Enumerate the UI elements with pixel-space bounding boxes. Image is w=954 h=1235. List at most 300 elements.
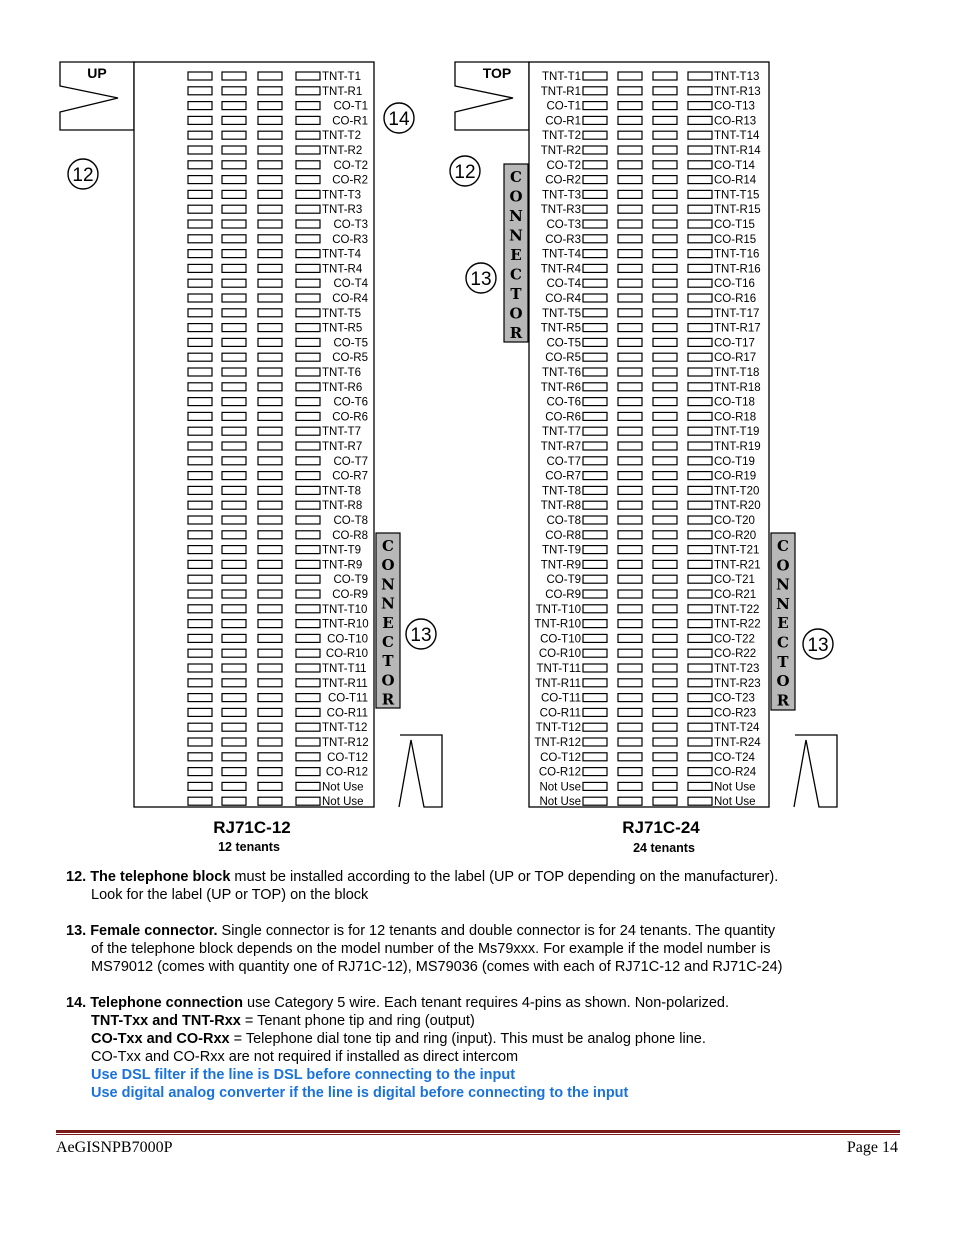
- digital-warning: Use digital analog converter if the line is digital before connecting to the input: [91, 1085, 629, 1101]
- pin-slot: [188, 531, 212, 539]
- pin-slot: [583, 516, 607, 524]
- pin-slot: [618, 531, 642, 539]
- pin-slot: [688, 205, 712, 213]
- pin-slot: [618, 694, 642, 702]
- pin-slot: [222, 412, 246, 420]
- pin-label: CO-T16: [714, 278, 755, 291]
- note-12: [66, 868, 886, 904]
- pin-label: CO-R4: [545, 293, 581, 305]
- pin-slot: [258, 620, 282, 628]
- pin-label: TNT-T20: [714, 485, 760, 498]
- pin-slot: [653, 753, 677, 761]
- pin-slot: [653, 472, 677, 480]
- pin-slot: [618, 72, 642, 80]
- pin-label: CO-T14: [714, 159, 755, 172]
- pin-slot: [688, 472, 712, 480]
- pin-slot: [618, 131, 642, 139]
- pin-slot: [222, 649, 246, 657]
- pin-label: CO-R10: [538, 648, 581, 661]
- pin-slot: [296, 279, 320, 287]
- connector-letter: T: [777, 652, 789, 671]
- pin-label: TNT-R19: [714, 441, 761, 453]
- pin-slot: [258, 753, 282, 761]
- notes: [66, 868, 886, 1120]
- pin-slot: [583, 649, 607, 657]
- pin-slot: [618, 768, 642, 776]
- pin-slot: [296, 738, 320, 746]
- pin-slot: [618, 797, 642, 805]
- pin-slot: [258, 649, 282, 657]
- svg-text:12: 12: [454, 162, 476, 183]
- pin-slot: [188, 575, 212, 583]
- pin-label: CO-R1: [332, 115, 368, 128]
- pin-label: TNT-T8: [322, 485, 361, 498]
- pin-slot: [188, 72, 212, 80]
- pin-label: Not Use: [322, 796, 364, 809]
- pin-slot: [618, 472, 642, 480]
- pin-slot: [688, 531, 712, 539]
- pin-slot: [583, 412, 607, 420]
- pin-slot: [618, 501, 642, 509]
- pin-label: TNT-T19: [714, 426, 760, 439]
- pin-slot: [618, 486, 642, 494]
- pin-slot: [258, 383, 282, 391]
- pin-label: CO-R17: [714, 352, 757, 365]
- pin-slot: [188, 279, 212, 287]
- pin-slot: [188, 620, 212, 628]
- pin-slot: [188, 753, 212, 761]
- pin-slot: [222, 546, 246, 554]
- pin-slot: [188, 427, 212, 435]
- pin-slot: [188, 605, 212, 613]
- pin-slot: [188, 176, 212, 184]
- connector-letter: E: [382, 613, 394, 632]
- pin-slot: [258, 738, 282, 746]
- pin-slot: [188, 708, 212, 716]
- pin-label: TNT-R5: [540, 322, 581, 335]
- pin-label: CO-R23: [714, 707, 757, 720]
- pin-slot: [188, 679, 212, 687]
- svg-text:14: 14: [388, 109, 410, 130]
- pin-slot: [296, 753, 320, 761]
- note-text: MS79012 (comes with quantity one of RJ71C-12), MS79036 (comes with each of RJ71C-12 and RJ71C-24): [91, 959, 783, 975]
- pin-slot: [188, 146, 212, 154]
- term: TNT-Txx and TNT-Rxx: [91, 1013, 241, 1029]
- pin-slot: [583, 116, 607, 124]
- pin-slot: [296, 723, 320, 731]
- pin-slot: [688, 368, 712, 376]
- pin-slot: [653, 235, 677, 243]
- pin-slot: [653, 486, 677, 494]
- pin-slot: [222, 190, 246, 198]
- pin-slot: [583, 797, 607, 805]
- pin-slot: [583, 220, 607, 228]
- connector-letter: C: [777, 633, 789, 652]
- pin-label: TNT-R11: [535, 677, 581, 690]
- pin-slot: [653, 708, 677, 716]
- pin-label: TNT-R22: [714, 618, 761, 631]
- pin-label: CO-T8: [546, 515, 581, 527]
- pin-slot: [583, 531, 607, 539]
- pin-slot: [688, 605, 712, 613]
- pin-slot: [222, 679, 246, 687]
- pin-slot: [258, 205, 282, 213]
- pin-slot: [258, 324, 282, 332]
- note-text: CO-Txx and CO-Rxx are not required if installed as direct intercom: [91, 1049, 519, 1065]
- pin-label: TNT-T5: [322, 307, 361, 320]
- pin-label: CO-R8: [332, 529, 368, 542]
- pin-label: TNT-R16: [714, 263, 761, 276]
- pin-slot: [258, 486, 282, 494]
- pin-slot: [188, 664, 212, 672]
- pin-slot: [258, 146, 282, 154]
- pin-slot: [618, 353, 642, 361]
- callout-13-right-lower: [803, 629, 833, 659]
- pin-slot: [296, 634, 320, 642]
- pin-label: CO-T2: [546, 159, 581, 172]
- pin-slot: [296, 605, 320, 613]
- pin-slot: [296, 190, 320, 198]
- pin-slot: [222, 205, 246, 213]
- pin-slot: [222, 605, 246, 613]
- block24-subtitle: 24 tenants: [633, 841, 695, 855]
- pin-slot: [188, 516, 212, 524]
- pin-slot: [583, 294, 607, 302]
- pin-slot: [618, 190, 642, 198]
- connector-letters-left: [509, 168, 523, 342]
- pin-slot: [296, 264, 320, 272]
- pin-slot: [188, 501, 212, 509]
- pin-label: TNT-R24: [714, 737, 761, 749]
- pin-slot: [188, 324, 212, 332]
- pin-slot: [618, 294, 642, 302]
- pin-slot: [618, 102, 642, 110]
- pin-slot: [653, 398, 677, 406]
- pin-slot: [688, 694, 712, 702]
- pin-label: CO-R6: [332, 411, 368, 424]
- pin-slot: [653, 324, 677, 332]
- svg-text:12: 12: [72, 165, 94, 186]
- pin-slot: [296, 412, 320, 420]
- connector-letter: T: [382, 652, 394, 671]
- pin-slot: [222, 575, 246, 583]
- pin-slot: [653, 546, 677, 554]
- pin-slot: [258, 694, 282, 702]
- pin-slot: [222, 516, 246, 524]
- pin-label: TNT-R20: [714, 500, 761, 513]
- pin-slot: [188, 590, 212, 598]
- pin-slot: [653, 131, 677, 139]
- footer-page-number: Page 14: [846, 1139, 898, 1156]
- pin-slot: [583, 753, 607, 761]
- pin-slot: [222, 116, 246, 124]
- connector-letter: O: [776, 556, 790, 575]
- pin-slot: [618, 442, 642, 450]
- pin-slot: [583, 575, 607, 583]
- pin-slot: [222, 264, 246, 272]
- pin-label: TNT-R12: [322, 737, 369, 749]
- connector-letter: N: [509, 207, 523, 225]
- pin-slot: [222, 131, 246, 139]
- pin-slot: [618, 753, 642, 761]
- note-number: 12.: [66, 869, 87, 885]
- pin-slot: [688, 486, 712, 494]
- note-text: Look for the label (UP or TOP) on the block: [91, 887, 369, 903]
- pin-slot: [688, 176, 712, 184]
- pin-slot: [222, 457, 246, 465]
- pin-slot: [688, 516, 712, 524]
- pin-slot: [222, 368, 246, 376]
- pin-slot: [296, 679, 320, 687]
- pin-label: CO-R3: [332, 233, 368, 246]
- pin-slot: [258, 575, 282, 583]
- pin-label: CO-R22: [714, 648, 757, 661]
- note-text: Single connector is for 12 tenants and double connector is for 24 tenants. The quantity: [217, 923, 776, 939]
- pin-slot: [188, 131, 212, 139]
- pin-slot: [258, 531, 282, 539]
- pin-label: CO-T10: [327, 633, 368, 646]
- pin-label: TNT-R7: [322, 441, 363, 453]
- pin-label: TNT-T21: [714, 544, 760, 557]
- pin-slot: [583, 501, 607, 509]
- pin-slot: [688, 457, 712, 465]
- pin-slot: [653, 190, 677, 198]
- connector-letter: C: [382, 537, 394, 555]
- pin-slot: [583, 472, 607, 480]
- pin-slot: [688, 220, 712, 228]
- pin-slot: [258, 412, 282, 420]
- pin-slot: [222, 723, 246, 731]
- pin-label: CO-T22: [714, 633, 755, 646]
- pin-slot: [222, 235, 246, 243]
- pin-slot: [296, 472, 320, 480]
- pin-slot: [296, 501, 320, 509]
- pin-slot: [583, 338, 607, 346]
- pin-slot: [188, 102, 212, 110]
- pin-slot: [653, 516, 677, 524]
- pin-label: CO-R19: [714, 470, 757, 483]
- svg-text:13: 13: [807, 635, 829, 656]
- pin-slot: [222, 324, 246, 332]
- pin-slot: [583, 368, 607, 376]
- pin-slot: [296, 486, 320, 494]
- pin-label: TNT-T1: [542, 71, 581, 83]
- pin-slot: [583, 102, 607, 110]
- pin-slot: [258, 590, 282, 598]
- pin-slot: [188, 738, 212, 746]
- block24-title: RJ71C-24: [622, 818, 700, 837]
- pin-slot: [296, 531, 320, 539]
- top-label: TOP: [482, 65, 512, 81]
- pin-slot: [583, 620, 607, 628]
- pin-slot: [618, 87, 642, 95]
- pin-slot: [583, 131, 607, 139]
- pin-slot: [222, 620, 246, 628]
- pin-slot: [618, 338, 642, 346]
- connector-letter: N: [509, 226, 523, 245]
- pin-slot: [222, 501, 246, 509]
- pin-slot: [296, 590, 320, 598]
- pin-slot: [688, 679, 712, 687]
- pin-slot: [258, 161, 282, 169]
- pin-label: TNT-T13: [714, 71, 760, 83]
- pin-slot: [653, 368, 677, 376]
- pin-slot: [653, 264, 677, 272]
- pin-slot: [653, 383, 677, 391]
- dsl-warning: Use DSL filter if the line is DSL before connecting to the input: [91, 1067, 516, 1083]
- pin-slot: [188, 190, 212, 198]
- pin-label: Not Use: [714, 781, 756, 794]
- pin-slot: [222, 782, 246, 790]
- pin-slot: [583, 324, 607, 332]
- pin-label: CO-T6: [333, 396, 368, 409]
- pin-slot: [258, 368, 282, 376]
- pin-slot: [583, 264, 607, 272]
- pin-slot: [653, 250, 677, 258]
- pin-slot: [688, 190, 712, 198]
- pin-label: TNT-R9: [322, 559, 363, 572]
- pin-slot: [618, 605, 642, 613]
- pin-slot: [688, 398, 712, 406]
- pin-label: Not Use: [539, 781, 581, 794]
- pin-slot: [188, 398, 212, 406]
- pin-label: TNT-T9: [322, 544, 361, 557]
- connector-letter: O: [381, 556, 395, 575]
- pin-label: TNT-R23: [714, 677, 761, 690]
- pin-slot: [583, 146, 607, 154]
- pin-slot: [618, 146, 642, 154]
- pin-slot: [653, 279, 677, 287]
- pin-slot: [296, 146, 320, 154]
- pin-slot: [188, 486, 212, 494]
- pin-slot: [688, 309, 712, 317]
- pin-slot: [688, 797, 712, 805]
- connector-letter: C: [510, 168, 522, 186]
- pin-slot: [653, 620, 677, 628]
- pin-label: TNT-T18: [714, 367, 760, 379]
- pin-slot: [653, 102, 677, 110]
- pin-slot: [688, 575, 712, 583]
- pin-slot: [188, 723, 212, 731]
- pin-slot: [653, 694, 677, 702]
- pin-label: CO-T24: [714, 751, 755, 764]
- pin-label: TNT-T12: [322, 722, 368, 735]
- pin-slot: [688, 383, 712, 391]
- pin-slot: [258, 294, 282, 302]
- pin-label: CO-T11: [540, 692, 581, 705]
- pin-slot: [653, 649, 677, 657]
- pin-slot: [583, 442, 607, 450]
- connector-letter: R: [776, 691, 790, 710]
- pin-label: TNT-T17: [714, 307, 760, 320]
- pin-slot: [618, 264, 642, 272]
- pin-slot: [583, 723, 607, 731]
- pin-slot: [296, 205, 320, 213]
- pin-slot: [222, 398, 246, 406]
- pin-label: CO-R18: [714, 411, 757, 424]
- pin-label: TNT-R7: [540, 441, 581, 453]
- connector-letter: E: [777, 614, 789, 633]
- pin-slot: [618, 412, 642, 420]
- note-heading: The telephone block: [90, 869, 231, 885]
- pin-slot: [258, 472, 282, 480]
- pin-slot: [258, 768, 282, 776]
- pin-slot: [618, 679, 642, 687]
- bottom-bracket: [399, 735, 442, 807]
- pin-label: Not Use: [539, 796, 581, 809]
- pin-slot: [653, 116, 677, 124]
- pin-label: CO-R9: [545, 589, 581, 601]
- pin-slot: [583, 190, 607, 198]
- pin-slot: [296, 427, 320, 435]
- pin-label: TNT-R5: [322, 322, 363, 335]
- pin-slot: [618, 723, 642, 731]
- pin-label: Not Use: [322, 781, 364, 794]
- pin-label: TNT-T16: [714, 248, 760, 261]
- pin-slot: [222, 694, 246, 702]
- pin-slot: [688, 427, 712, 435]
- pin-slot: [296, 516, 320, 524]
- pin-label: CO-R24: [714, 766, 757, 779]
- pin-slot: [258, 279, 282, 287]
- connector-letter: E: [510, 246, 522, 264]
- pin-label: TNT-T10: [322, 603, 368, 616]
- pin-slot: [618, 368, 642, 376]
- pin-slot: [618, 590, 642, 598]
- pin-label: CO-R8: [545, 529, 581, 542]
- connector-letters-right: [776, 537, 790, 709]
- pin-label: TNT-R1: [322, 85, 363, 98]
- pin-slot: [188, 338, 212, 346]
- pin-slot: [618, 161, 642, 169]
- pin-slot: [258, 427, 282, 435]
- pin-label: TNT-T11: [536, 663, 581, 675]
- pin-slot: [653, 501, 677, 509]
- pin-label: CO-T15: [714, 219, 755, 231]
- pin-slot: [296, 324, 320, 332]
- pin-label: CO-T1: [333, 100, 368, 113]
- pin-slot: [296, 235, 320, 243]
- pin-label: CO-T12: [327, 751, 368, 764]
- pin-label: TNT-T8: [542, 485, 581, 498]
- pin-slot: [618, 176, 642, 184]
- pin-slot: [618, 782, 642, 790]
- pin-slot: [258, 546, 282, 554]
- pin-slot: [618, 634, 642, 642]
- pin-slot: [188, 368, 212, 376]
- callout-12-right: [450, 156, 480, 186]
- up-label: UP: [87, 65, 107, 81]
- pin-slot: [688, 634, 712, 642]
- pin-slot: [583, 398, 607, 406]
- pin-slot: [296, 708, 320, 716]
- pin-slot: [688, 738, 712, 746]
- pin-slot: [296, 102, 320, 110]
- note-13: [66, 922, 886, 976]
- connector-letter: N: [381, 594, 395, 613]
- pin-slot: [618, 279, 642, 287]
- connector-letter: C: [382, 633, 394, 651]
- pin-slot: [688, 161, 712, 169]
- pin-slot: [618, 560, 642, 568]
- pin-slot: [688, 294, 712, 302]
- pin-label: CO-T7: [333, 455, 368, 468]
- pin-slot: [583, 546, 607, 554]
- pin-slot: [258, 353, 282, 361]
- pin-slot: [222, 708, 246, 716]
- pin-label: TNT-T9: [542, 544, 581, 557]
- pin-slot: [222, 383, 246, 391]
